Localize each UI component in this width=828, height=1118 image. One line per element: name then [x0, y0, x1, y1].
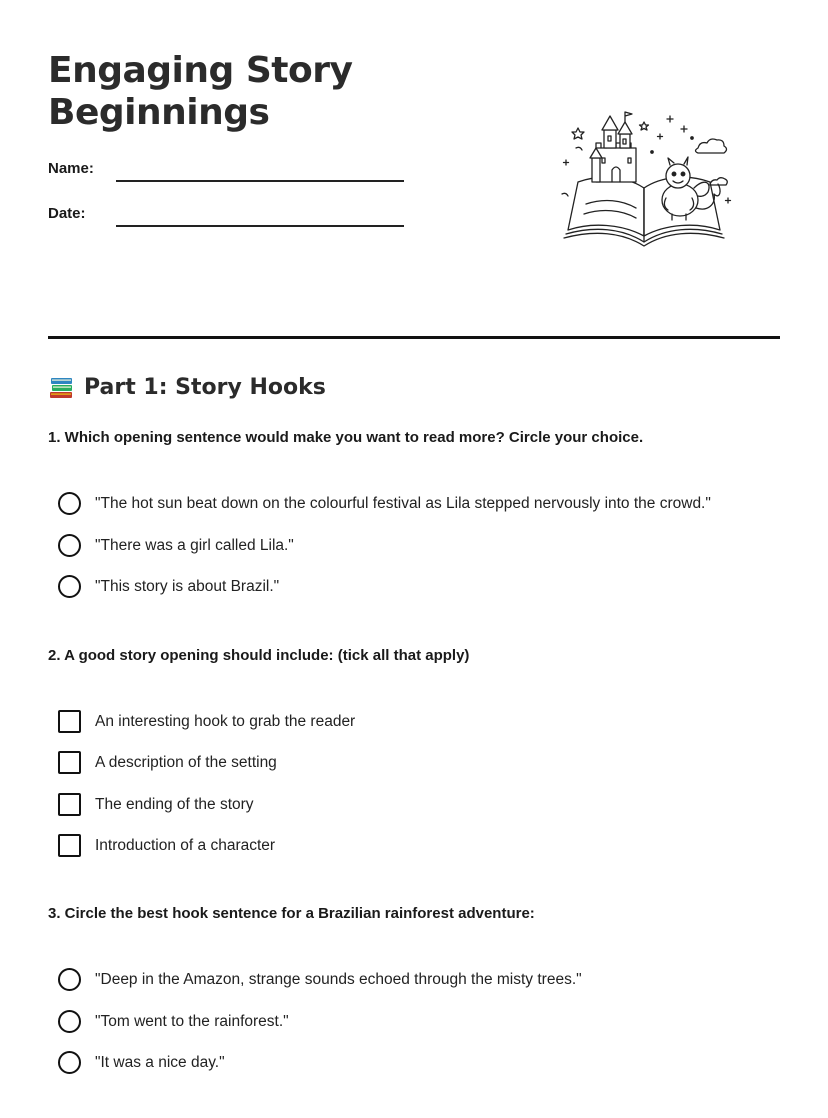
q1-option-3[interactable] — [58, 575, 279, 598]
option-text: "It was a nice day." — [95, 1053, 225, 1071]
radio-circle[interactable] — [58, 534, 81, 557]
title-line-1: Engaging Story — [48, 50, 353, 91]
checkbox[interactable] — [58, 834, 81, 857]
radio-circle[interactable] — [58, 968, 81, 991]
option-text: The ending of the story — [95, 795, 254, 813]
option-text: "The hot sun beat down on the colourful festival as Lila stepped nervously into the crowd." — [95, 494, 711, 512]
date-label: Date: — [48, 205, 86, 222]
question-2-prompt: 2. A good story opening should include: (tick all that apply) — [48, 647, 470, 664]
part1-title: Part 1: Story Hooks — [84, 374, 326, 400]
q2-option-2[interactable] — [58, 751, 277, 774]
q2-option-1[interactable] — [58, 710, 355, 733]
option-text: A description of the setting — [95, 753, 277, 771]
radio-circle[interactable] — [58, 575, 81, 598]
books-icon — [48, 374, 76, 400]
option-text: An interesting hook to grab the reader — [95, 712, 356, 730]
q3-option-3[interactable] — [58, 1051, 225, 1074]
name-field[interactable] — [116, 180, 404, 182]
checkbox[interactable] — [58, 793, 81, 816]
checkbox[interactable] — [58, 751, 81, 774]
q1-option-1[interactable] — [58, 492, 711, 515]
option-text: "Deep in the Amazon, strange sounds echoed through the misty trees." — [95, 970, 582, 988]
option-text: "There was a girl called Lila." — [95, 536, 294, 554]
option-text: "Tom went to the rainforest." — [95, 1012, 289, 1030]
q1-option-2[interactable] — [58, 534, 294, 557]
section-divider — [48, 336, 780, 339]
option-text: Introduction of a character — [95, 836, 276, 854]
checkbox[interactable] — [58, 710, 81, 733]
name-label: Name: — [48, 160, 94, 177]
radio-circle[interactable] — [58, 1010, 81, 1033]
question-1-prompt: 1. Which opening sentence would make you want to read more? Circle your choice. — [48, 429, 644, 446]
q3-option-1[interactable] — [58, 968, 582, 991]
title-line-2: Beginnings — [48, 92, 270, 133]
q2-option-3[interactable] — [58, 793, 254, 816]
radio-circle[interactable] — [58, 492, 81, 515]
q3-option-2[interactable] — [58, 1010, 289, 1033]
radio-circle[interactable] — [58, 1051, 81, 1074]
part1-heading — [48, 374, 326, 400]
q2-option-4[interactable] — [58, 834, 275, 857]
question-3-prompt: 3. Circle the best hook sentence for a Brazilian rainforest adventure: — [48, 905, 535, 922]
date-field[interactable] — [116, 225, 404, 227]
storybook-castle-dragon-illustration — [552, 108, 736, 252]
worksheet-title — [48, 50, 468, 134]
option-text: "This story is about Brazil." — [95, 577, 280, 595]
